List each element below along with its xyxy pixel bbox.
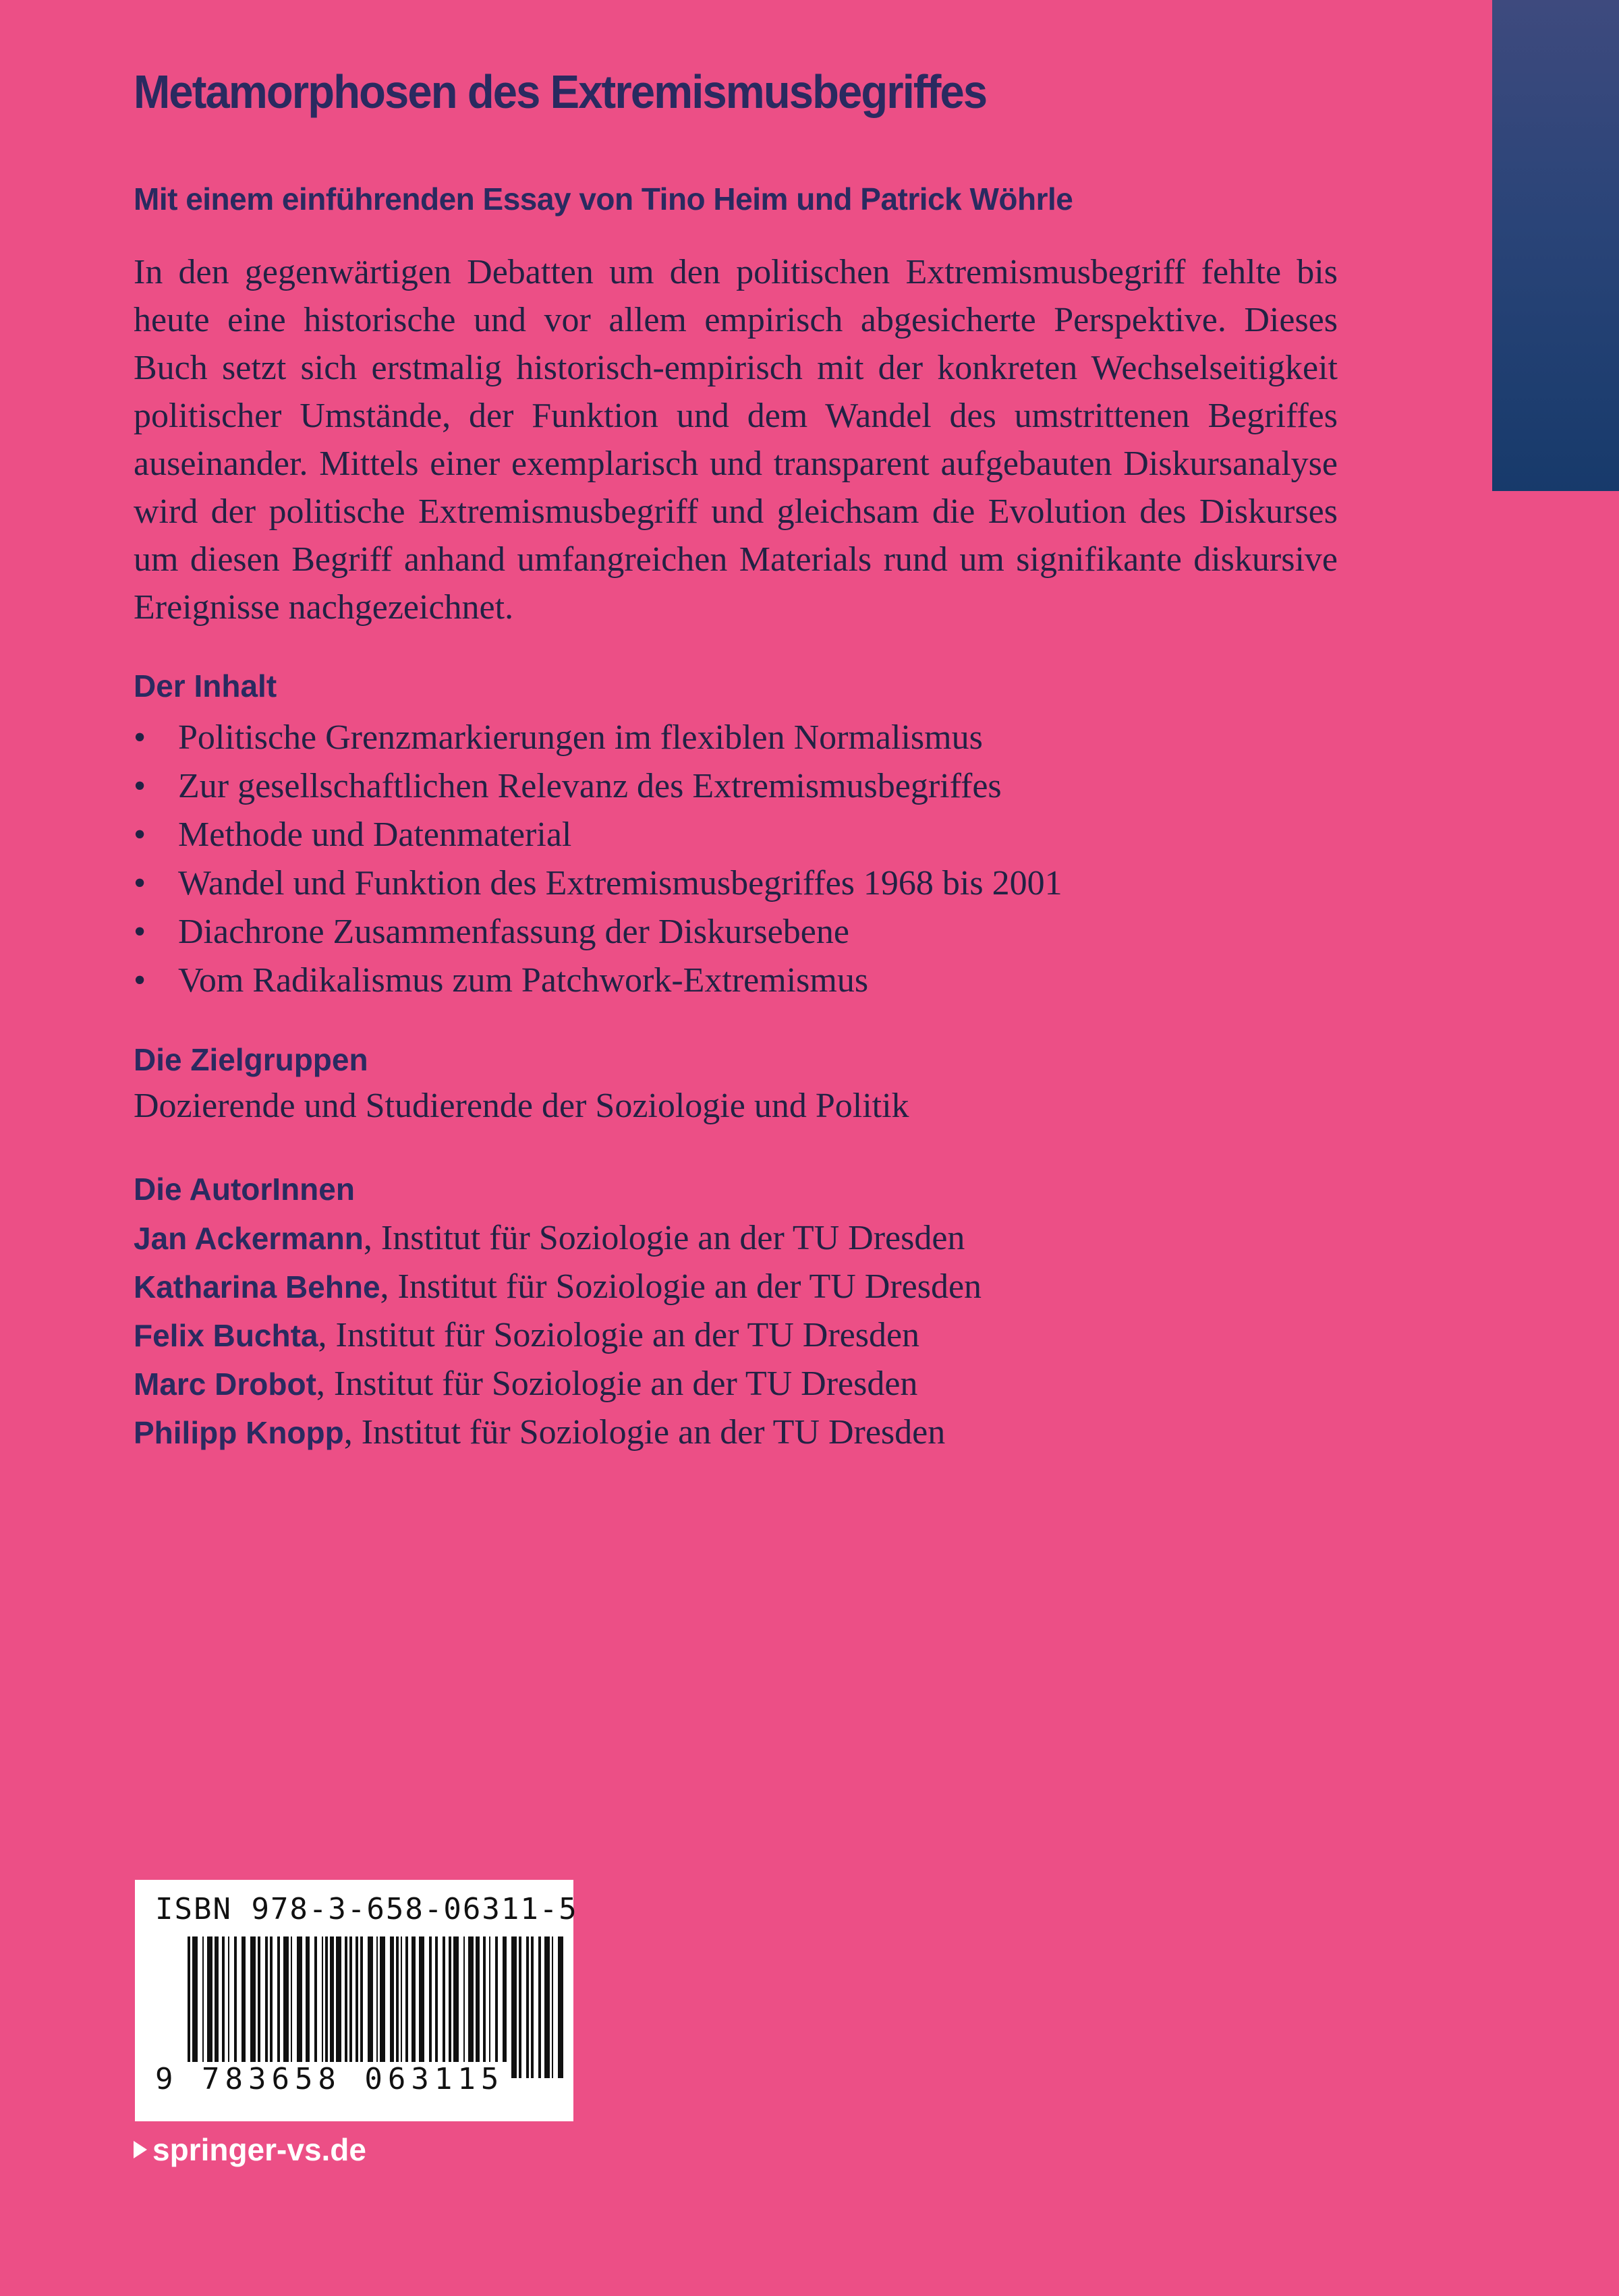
barcode-stripe <box>503 1936 507 2078</box>
barcode-stripe <box>330 1936 334 2078</box>
barcode-stripe <box>449 1936 451 2078</box>
barcode-stripe <box>411 1936 416 2078</box>
barcode-stripe <box>476 1936 480 2078</box>
barcode-digits: 9 783658 063115 <box>155 2062 508 2096</box>
barcode-stripe <box>376 1936 378 2078</box>
barcode-stripe <box>405 1936 408 2078</box>
barcode-stripe <box>483 1936 486 2078</box>
author-name: Felix Buchta <box>134 1318 318 1353</box>
barcode-stripe <box>228 1936 229 2078</box>
barcode-stripe <box>526 1936 529 2078</box>
barcode-stripe <box>552 1936 553 2078</box>
barcode-stripe <box>558 1936 563 2078</box>
bullet-icon: • <box>134 815 146 854</box>
play-icon <box>134 2141 147 2158</box>
authors-list <box>134 1214 982 1457</box>
isbn-label: ISBN 978-3-658-06311-5 <box>155 1892 578 1926</box>
list-item: • Vom Radikalismus zum Patchwork-Extremismus <box>134 956 1062 1005</box>
bullet-icon: • <box>134 767 146 805</box>
bullet-icon: • <box>134 913 146 951</box>
list-item: • Wandel und Funktion des Extremismusbegriffes 1968 bis 2001 <box>134 859 1062 908</box>
barcode-stripe <box>207 1936 212 2078</box>
barcode-stripe <box>192 1936 198 2078</box>
barcode-stripe <box>345 1936 347 2078</box>
barcode-stripe <box>202 1936 204 2078</box>
barcode-stripe <box>453 1936 459 2078</box>
bullet-icon: • <box>134 718 146 757</box>
barcode-stripe <box>222 1936 225 2078</box>
author-name: Katharina Behne <box>134 1269 380 1304</box>
barcode-stripe <box>356 1936 358 2078</box>
barcode-stripe <box>306 1936 310 2078</box>
barcode-stripe <box>538 1936 541 2078</box>
barcode-stripe <box>336 1936 341 2078</box>
author-name: Marc Drobot <box>134 1367 316 1402</box>
barcode-stripe <box>242 1936 246 2078</box>
authors-heading: Die AutorInnen <box>134 1172 355 1207</box>
author-name: Jan Ackermann <box>134 1221 364 1256</box>
barcode-stripe <box>495 1936 498 2078</box>
barcode-stripe <box>258 1936 260 2078</box>
barcode-stripe <box>396 1936 399 2078</box>
author-entry: Jan Ackermann, Institut für Soziologie an der TU Dresden <box>134 1219 965 1257</box>
audience-heading: Die Zielgruppen <box>134 1042 368 1077</box>
list-item: • Politische Grenzmarkierungen im flexiblen Normalismus <box>134 714 1062 762</box>
barcode-stripe <box>277 1936 280 2078</box>
barcode-stripe <box>429 1936 432 2078</box>
barcode-stripe <box>368 1936 373 2078</box>
book-subtitle: Mit einem einführenden Essay von Tino Heim und Patrick Wöhrle <box>134 181 1073 217</box>
barcode-stripe <box>443 1936 445 2078</box>
barcode-stripe <box>419 1936 424 2078</box>
barcode-stripe <box>349 1936 352 2078</box>
barcode-stripe <box>390 1936 394 2078</box>
barcode-stripe <box>270 1936 273 2078</box>
barcode-stripe <box>435 1936 438 2078</box>
barcode-stripe <box>463 1936 465 2078</box>
barcode-stripe <box>291 1936 292 2078</box>
barcode-stripe <box>322 1936 323 2078</box>
book-title: Metamorphosen des Extremismusbegriffes <box>134 65 987 118</box>
author-name: Philipp Knopp <box>134 1415 344 1450</box>
author-entry: Marc Drobot, Institut für Soziologie an der TU Dresden <box>134 1365 918 1403</box>
contents-list <box>134 714 1062 1005</box>
barcode-stripe <box>519 1936 521 2078</box>
contents-heading: Der Inhalt <box>134 668 277 704</box>
barcode-stripe <box>283 1936 289 2078</box>
barcode-stripe <box>265 1936 268 2078</box>
author-entry: Philipp Knopp, Institut für Soziologie an der TU Dresden <box>134 1413 946 1452</box>
list-item: • Diachrone Zusammenfassung der Diskursebene <box>134 908 1062 956</box>
book-description: In den gegenwärtigen Debatten um den politischen Extremismusbegriff fehlte bis heute eine historische und vor allem empirisch abgesicherte Perspektive. Dieses Buch setzt sich erstmalig historisch-empirisch mit der konkreten Wechselseitigkeit politischer Umstände, der Funktion und dem Wandel des umstrittenen Begriffes auseinander. Mittels einer exemplarisch und transparent aufgebauten Diskursanalyse wird der politische Extremismusbegriff und gleichsam die Evolution des Diskurses um diesen Begriff anhand umfangreichen Materials rund um signifikante diskursive Ereignisse nachgezeichnet. <box>134 253 1338 627</box>
list-item: • Methode und Datenmaterial <box>134 811 1062 859</box>
barcode-stripe <box>234 1936 237 2078</box>
list-item: • Zur gesellschaftlichen Relevanz des Extremismusbegriffes <box>134 762 1062 811</box>
barcode-stripe <box>297 1936 302 2078</box>
website-link[interactable]: springer-vs.de <box>134 2131 366 2168</box>
author-entry: Felix Buchta, Institut für Soziologie an der TU Dresden <box>134 1316 920 1354</box>
barcode-stripe <box>360 1936 363 2078</box>
audience-text: Dozierende und Studierende der Soziologie und Politik <box>134 1087 909 1125</box>
barcode-stripe <box>380 1936 385 2078</box>
bullet-icon: • <box>134 864 146 902</box>
author-entry: Katharina Behne, Institut für Soziologie an der TU Dresden <box>134 1267 982 1306</box>
barcode-stripe <box>468 1936 474 2078</box>
barcode-stripe <box>215 1936 219 2078</box>
barcode-stripe <box>250 1936 256 2078</box>
barcode-stripe <box>314 1936 317 2078</box>
barcode-stripe <box>188 1936 190 2078</box>
barcode-stripe <box>489 1936 490 2078</box>
barcode-stripe <box>544 1936 550 2078</box>
accent-bar <box>1492 0 1619 491</box>
barcode-stripe <box>325 1936 328 2078</box>
bullet-icon: • <box>134 961 146 1000</box>
barcode-stripe <box>531 1936 534 2078</box>
barcode-icon <box>186 1936 564 2078</box>
barcode-stripe <box>401 1936 402 2078</box>
isbn-barcode-box <box>135 1880 578 2121</box>
barcode-stripe <box>511 1936 517 2078</box>
